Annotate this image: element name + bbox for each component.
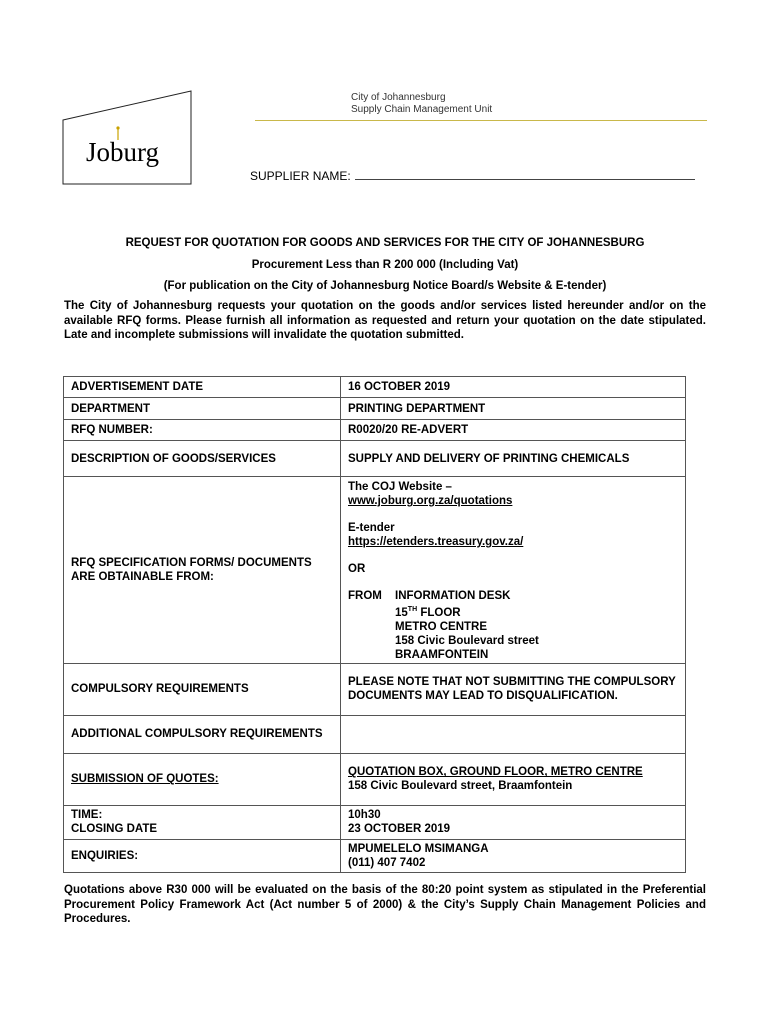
submission-address: 158 Civic Boulevard street, Braamfontein bbox=[348, 780, 573, 793]
rfq-number-value: R0020/20 RE-ADVERT bbox=[341, 420, 686, 441]
table-row bbox=[64, 477, 686, 664]
building-name: METRO CENTRE bbox=[395, 620, 487, 633]
additional-label: ADDITIONAL COMPULSORY REQUIREMENTS bbox=[64, 715, 341, 753]
or-text: OR bbox=[348, 563, 366, 575]
suburb: BRAAMFONTEIN bbox=[395, 648, 489, 661]
enquiries-name: MPUMELELO MSIMANGA bbox=[348, 842, 489, 855]
org-unit: Supply Chain Management Unit bbox=[351, 104, 493, 115]
intro-paragraph: The City of Johannesburg requests your quotation on the goods and/or services listed hereunder and/or on the available RFQ forms. Please furnish all information as requested and return your quotation on the date stipulated. Late and incomplete submissions will invalidate the quotation submitted. bbox=[64, 300, 706, 341]
evaluation-note: Quotations above R30 000 will be evaluated on the basis of the 80:20 point system as stipulated in the Preferential Procurement Policy Framework Act (Act number 5 of 2000) & the City’s Supply Chain Management Policies and Procedures. bbox=[64, 884, 706, 925]
supplier-name-label: SUPPLIER NAME: bbox=[250, 169, 351, 183]
description-label: DESCRIPTION OF GOODS/SERVICES bbox=[64, 441, 341, 477]
table-row bbox=[64, 839, 686, 872]
coj-website-label: The COJ Website – bbox=[348, 481, 452, 493]
coj-website-link[interactable]: www.joburg.org.za/quotations bbox=[348, 495, 513, 507]
table-row bbox=[64, 420, 686, 441]
advert-date-label: ADVERTISEMENT DATE bbox=[64, 377, 341, 398]
rfq-details-table bbox=[63, 376, 686, 873]
table-row bbox=[64, 663, 686, 715]
org-block bbox=[351, 92, 492, 116]
etender-label: E-tender bbox=[348, 522, 395, 534]
floor-line: 15TH FLOOR bbox=[395, 606, 461, 619]
table-row bbox=[64, 715, 686, 753]
rfq-number-label: RFQ NUMBER: bbox=[64, 420, 341, 441]
publication-note: (For publication on the City of Johannesburg Notice Board/s Website & E-tender) bbox=[163, 280, 607, 292]
department-value: PRINTING DEPARTMENT bbox=[341, 398, 686, 420]
org-name: City of Johannesburg bbox=[351, 92, 446, 103]
supplier-name-field bbox=[250, 169, 695, 183]
table-row bbox=[64, 753, 686, 805]
compulsory-label: COMPULSORY REQUIREMENTS bbox=[64, 663, 341, 715]
table-row bbox=[64, 441, 686, 477]
table-row bbox=[64, 805, 686, 839]
additional-value bbox=[341, 715, 686, 753]
header-divider bbox=[255, 120, 707, 121]
info-desk: INFORMATION DESK bbox=[395, 590, 511, 602]
closing-date-label: CLOSING DATE bbox=[71, 823, 158, 836]
etender-link[interactable]: https://etenders.treasury.gov.za/ bbox=[348, 536, 524, 548]
compulsory-value: PLEASE NOTE THAT NOT SUBMITTING THE COMPULSORY DOCUMENTS MAY LEAD TO DISQUALIFICATION. bbox=[341, 663, 686, 715]
table-row bbox=[64, 377, 686, 398]
closing-date-value: 23 OCTOBER 2019 bbox=[348, 823, 451, 836]
supplier-name-blank[interactable] bbox=[355, 169, 695, 180]
department-label: DEPARTMENT bbox=[64, 398, 341, 420]
enquiries-phone: (011) 407 7402 bbox=[348, 856, 426, 869]
street-address: 158 Civic Boulevard street bbox=[395, 634, 539, 647]
submission-box: QUOTATION BOX, GROUND FLOOR, METRO CENTRE bbox=[348, 766, 643, 779]
logo-text: Joburg bbox=[86, 137, 160, 167]
submission-label: SUBMISSION OF QUOTES: bbox=[64, 753, 341, 805]
procurement-subtitle: Procurement Less than R 200 000 (Including Vat) bbox=[251, 259, 519, 271]
table-row bbox=[64, 398, 686, 420]
joburg-logo bbox=[62, 90, 192, 185]
forms-label: RFQ SPECIFICATION FORMS/ DOCUMENTS ARE OBTAINABLE FROM: bbox=[64, 477, 341, 664]
document-title: REQUEST FOR QUOTATION FOR GOODS AND SERVICES FOR THE CITY OF JOHANNESBURG bbox=[125, 237, 645, 249]
enquiries-label: ENQUIRIES: bbox=[64, 839, 341, 872]
from-label: FROM bbox=[348, 590, 382, 602]
advert-date-value: 16 OCTOBER 2019 bbox=[341, 377, 686, 398]
time-label: TIME: bbox=[71, 809, 103, 822]
description-value: SUPPLY AND DELIVERY OF PRINTING CHEMICALS bbox=[341, 441, 686, 477]
time-value: 10h30 bbox=[348, 809, 381, 822]
